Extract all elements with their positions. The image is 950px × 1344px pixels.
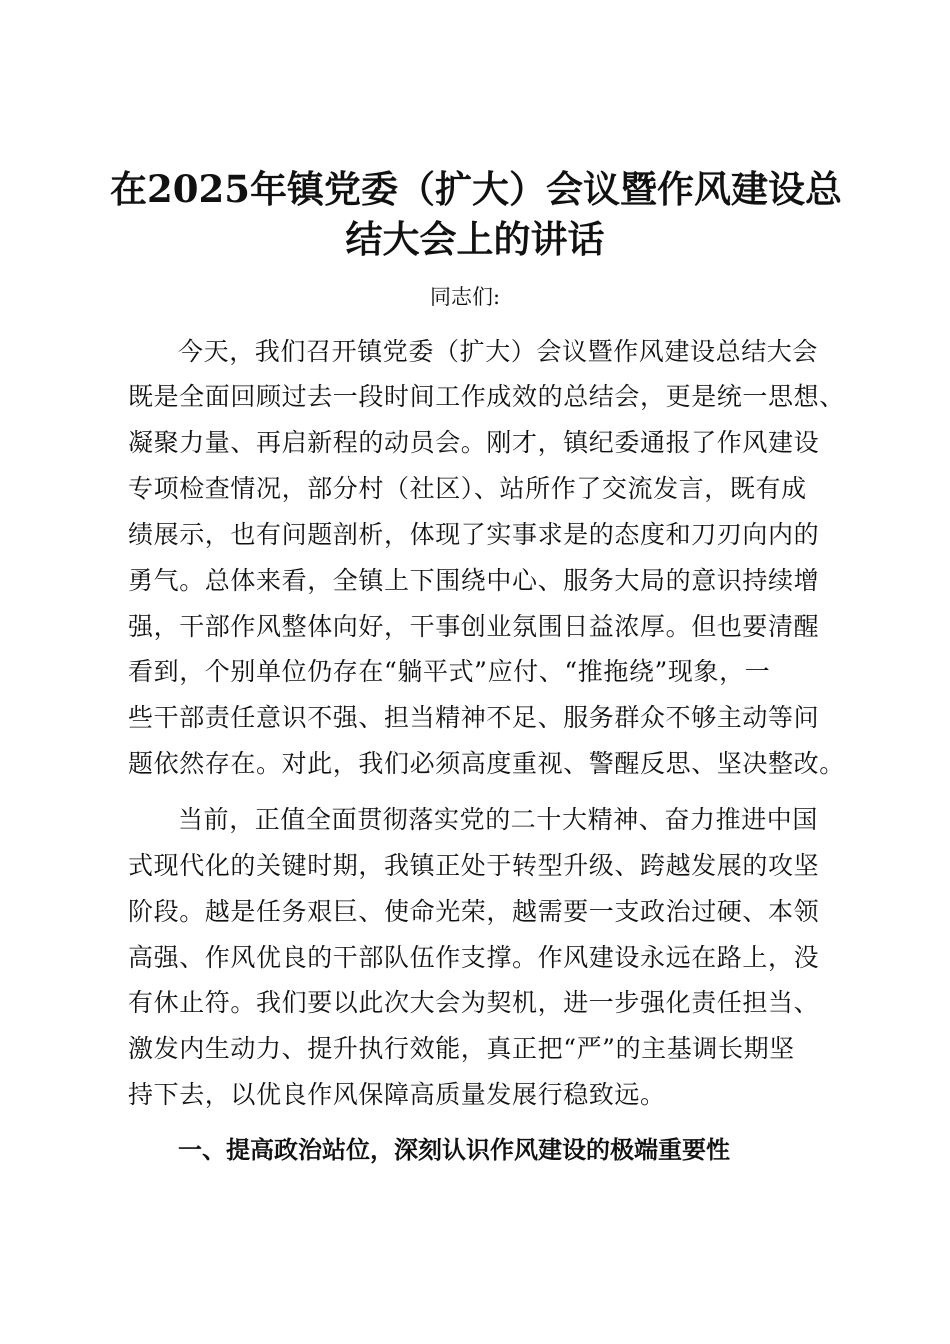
document-title-line-1: 在2025年镇党委（扩大）会议暨作风建设总	[110, 167, 842, 211]
paragraph-2-line: 激发内生动力、提升执行效能，真正把“严”的主基调长期坚	[128, 1034, 795, 1063]
paragraph-2-line: 当前，正值全面贯彻落实党的二十大精神、奋力推进中国	[178, 805, 819, 834]
document-title-line-2: 结大会上的讲话	[345, 217, 605, 261]
paragraph-1-line: 勇气。总体来看，全镇上下围绕中心、服务大局的意识持续增	[128, 566, 820, 595]
paragraph-1-line: 既是全面回顾过去一段时间工作成效的总结会，更是统一思想、	[128, 382, 845, 411]
paragraph-1-line: 专项检查情况，部分村（社区）、站所作了交流发言，既有成	[128, 474, 807, 503]
paragraph-1-line: 今天，我们召开镇党委（扩大）会议暨作风建设总结大会	[178, 337, 819, 366]
salutation: 同志们:	[430, 285, 501, 309]
paragraph-2-line: 持下去，以优良作风保障高质量发展行稳致远。	[128, 1080, 666, 1109]
section-heading-1: 一、提高政治站位，深刻认识作风建设的极端重要性	[178, 1136, 730, 1164]
paragraph-1-line: 题依然存在。对此，我们必须高度重视、警醒反思、坚决整改。	[128, 749, 845, 778]
paragraph-1-line: 些干部责任意识不强、担当精神不足、服务群众不够主动等问	[128, 703, 820, 732]
paragraph-1-line: 看到，个别单位仍存在“躺平式”应付、“推拖绕”现象，一	[128, 657, 771, 686]
paragraph-1-line: 凝聚力量、再启新程的动员会。刚才，镇纪委通报了作风建设	[128, 428, 820, 457]
paragraph-2-line: 有休止符。我们要以此次大会为契机，进一步强化责任担当、	[128, 988, 820, 1017]
paragraph-2-line: 阶段。越是任务艰巨、使命光荣，越需要一支政治过硬、本领	[128, 897, 820, 926]
paragraph-2-line: 高强、作风优良的干部队伍作支撑。作风建设永远在路上，没	[128, 943, 820, 972]
paragraph-1-line: 强，干部作风整体向好，干事创业氛围日益浓厚。但也要清醒	[128, 612, 820, 641]
paragraph-2-line: 式现代化的关键时期，我镇正处于转型升级、跨越发展的攻坚	[128, 851, 820, 880]
paragraph-1-line: 绩展示，也有问题剖析，体现了实事求是的态度和刀刃向内的	[128, 520, 820, 549]
